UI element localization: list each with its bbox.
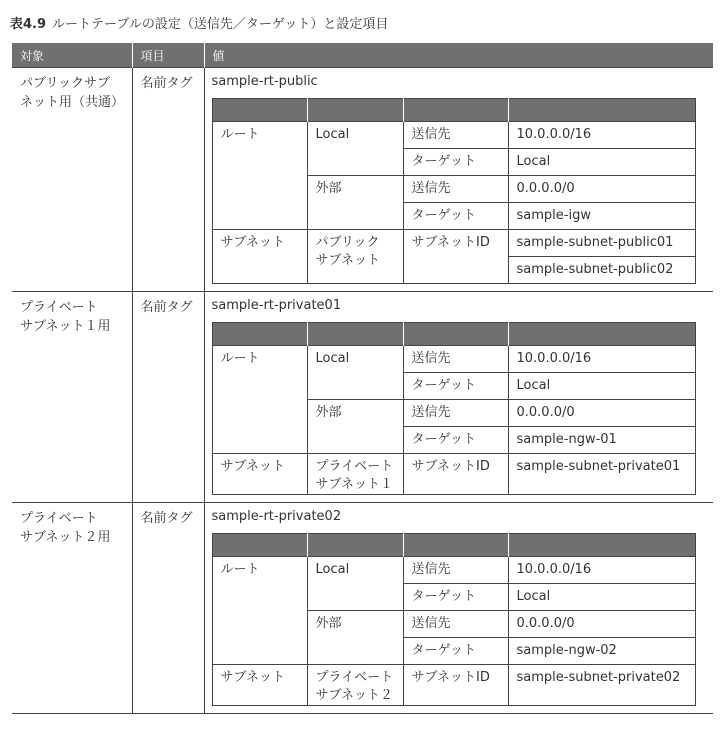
inner-header-target: [307, 323, 403, 346]
local-label: Local: [307, 346, 403, 400]
target-label: ターゲット: [403, 584, 508, 611]
header-value: 値: [204, 43, 713, 68]
dest-label: 送信先: [403, 176, 508, 203]
route-label: ルート: [212, 122, 307, 230]
header-target: 対象: [12, 43, 132, 68]
subnet-id-value: sample-subnet-public02: [508, 257, 696, 284]
group-target: パブリックサブ ネット用（共通）: [12, 68, 132, 292]
dest-label: 送信先: [403, 400, 508, 427]
route-table-settings: [12, 43, 713, 714]
group-value: [204, 292, 713, 503]
group-target: プライベート サブネット１用: [12, 292, 132, 503]
target-label: ターゲット: [403, 427, 508, 454]
inner-header-subcategory: [212, 99, 307, 122]
subnet-target: パブリック サブネット: [307, 230, 403, 284]
subnet-item: サブネットID: [403, 454, 508, 495]
route-table-name: sample-rt-private02: [211, 509, 342, 524]
external-label: 外部: [307, 400, 403, 454]
dest-label: 送信先: [403, 122, 508, 149]
subnet-target: プライベート サブネット２: [307, 665, 403, 706]
inner-header-subcategory: [212, 534, 307, 557]
caption-title: ルートテーブルの設定（送信先／ターゲット）と設定項目: [52, 17, 389, 32]
local-target-value: Local: [508, 149, 696, 176]
dest-label: 送信先: [403, 346, 508, 373]
inner-header-item: [403, 534, 508, 557]
group-row: [12, 292, 713, 503]
route-detail-table: [212, 322, 697, 495]
subnet-item: サブネットID: [403, 665, 508, 706]
dest-label: 送信先: [403, 557, 508, 584]
inner-header-name: [508, 99, 696, 122]
outer-header-row: [12, 43, 713, 68]
external-target-value: sample-ngw-02: [508, 638, 696, 665]
group-item: 名前タグ: [132, 503, 204, 714]
inner-header-target: [307, 99, 403, 122]
external-dest-value: 0.0.0.0/0: [508, 176, 696, 203]
inner-header-row: [212, 534, 696, 557]
subnet-item: サブネットID: [403, 230, 508, 284]
group-row: [12, 68, 713, 292]
local-dest-value: 10.0.0.0/16: [508, 346, 696, 373]
subnet-row: [212, 454, 696, 495]
subnet-row: [212, 665, 696, 706]
target-label: ターゲット: [403, 149, 508, 176]
external-dest-value: 0.0.0.0/0: [508, 400, 696, 427]
route-label: ルート: [212, 346, 307, 454]
target-label: ターゲット: [403, 638, 508, 665]
inner-header-target: [307, 534, 403, 557]
local-target-value: Local: [508, 373, 696, 400]
group-row: [12, 503, 713, 714]
subnet-target: プライベート サブネット１: [307, 454, 403, 495]
route-local-dest-row: [212, 122, 696, 149]
inner-header-name: [508, 534, 696, 557]
group-item: 名前タグ: [132, 68, 204, 292]
group-value: [204, 68, 713, 292]
route-label: ルート: [212, 557, 307, 665]
subnet-id-value: sample-subnet-public01: [508, 230, 696, 257]
route-table-name: sample-rt-private01: [211, 298, 342, 313]
external-target-value: sample-igw: [508, 203, 696, 230]
external-dest-value: 0.0.0.0/0: [508, 611, 696, 638]
inner-header-row: [212, 323, 696, 346]
group-item: 名前タグ: [132, 292, 204, 503]
inner-header-subcategory: [212, 323, 307, 346]
inner-header-name: [508, 323, 696, 346]
caption-number: 表4.9: [10, 17, 47, 32]
subnet-label: サブネット: [212, 665, 307, 706]
external-label: 外部: [307, 176, 403, 230]
group-target: プライベート サブネット２用: [12, 503, 132, 714]
inner-header-row: [212, 99, 696, 122]
header-item: 項目: [132, 43, 204, 68]
local-label: Local: [307, 557, 403, 611]
route-local-dest-row: [212, 557, 696, 584]
route-detail-table: [212, 98, 697, 284]
subnet-row: [212, 230, 696, 257]
route-table-name: sample-rt-public: [211, 74, 318, 89]
target-label: ターゲット: [403, 203, 508, 230]
subnet-id-value: sample-subnet-private02: [508, 665, 696, 706]
subnet-id-value: sample-subnet-private01: [508, 454, 696, 495]
local-label: Local: [307, 122, 403, 176]
route-detail-table: [212, 533, 697, 706]
subnet-label: サブネット: [212, 454, 307, 495]
inner-header-item: [403, 323, 508, 346]
subnet-label: サブネット: [212, 230, 307, 284]
route-local-dest-row: [212, 346, 696, 373]
inner-header-item: [403, 99, 508, 122]
local-dest-value: 10.0.0.0/16: [508, 122, 696, 149]
local-dest-value: 10.0.0.0/16: [508, 557, 696, 584]
target-label: ターゲット: [403, 373, 508, 400]
group-value: [204, 503, 713, 714]
external-target-value: sample-ngw-01: [508, 427, 696, 454]
external-label: 外部: [307, 611, 403, 665]
local-target-value: Local: [508, 584, 696, 611]
table-caption: [10, 13, 388, 32]
dest-label: 送信先: [403, 611, 508, 638]
